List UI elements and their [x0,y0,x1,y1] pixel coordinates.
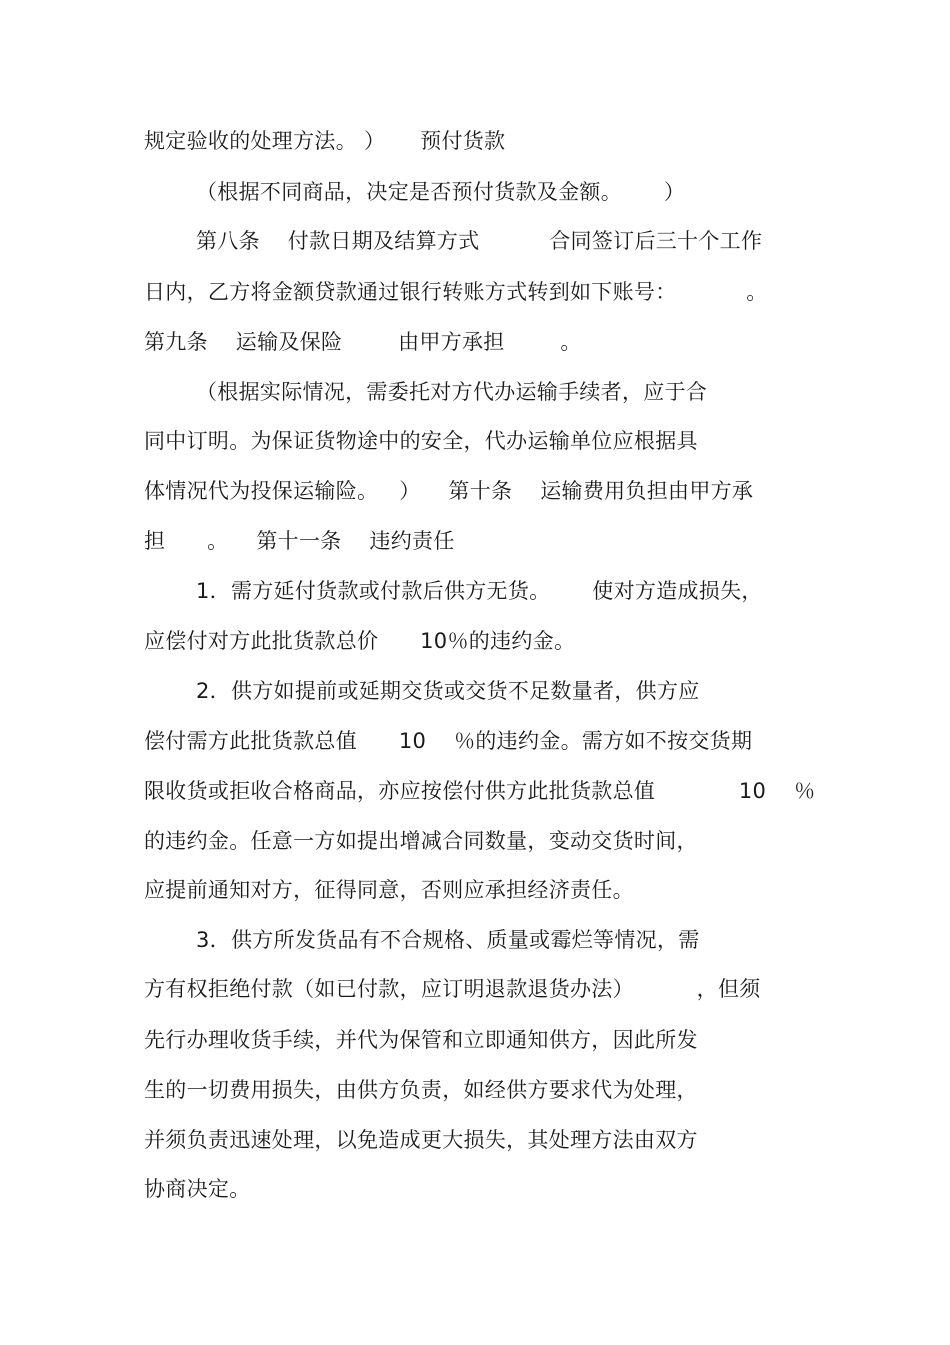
text-line: 规定验收的处理方法。 ） 预付货款 [144,129,506,153]
text-line: 第八条 付款日期及结算方式 合同签订后三十个工作 [196,229,763,253]
text-line: 同中订明。为保证货物途中的安全，代办运输单位应根据具 [144,429,698,453]
text-line: 日内，乙方将金额贷款通过银行转账方式转到如下账号： 。 [144,280,768,304]
text-line: 第九条 运输及保险 由甲方承担 。 [144,330,582,354]
text-line: 偿付需方此批货款总值 10 ％的违约金。需方如不按交货期 [144,729,753,753]
text-line: 方有权拒绝付款（如已付款，应订明退款退货办法） ，但须 [144,977,761,1001]
text-line: 1．需方延付货款或付款后供方无货。 使对方造成损失， [196,579,763,603]
text-line: 的违约金。任意一方如提出增减合同数量，变动交货时间， [144,829,698,853]
text-line: 2．供方如提前或延期交货或交货不足数量者，供方应 [196,679,700,703]
text-line: 并须负责迅速处理，以免造成更大损失，其处理方法由双方 [144,1128,698,1152]
text-line: 担 。 第十一条 违约责任 [144,529,455,553]
text-line: 先行办理收货手续，并代为保管和立即通知供方，因此所发 [144,1028,698,1052]
text-line: 应提前通知对方，征得同意，否则应承担经济责任。 [144,878,634,902]
text-line: （根据实际情况，需委托对方代办运输手续者，应于合 [196,380,708,404]
text-line: 3．供方所发货品有不合规格、质量或霉烂等情况，需 [196,928,700,952]
text-line: 生的一切费用损失，由供方负责，如经供方要求代为处理， [144,1078,698,1102]
text-line: 体情况代为投保运输险。 ） 第十条 运输费用负担由甲方承 [144,479,754,503]
text-line: （根据不同商品，决定是否预付货款及金额。 ） [196,180,686,204]
text-line: 协商决定。 [144,1177,251,1201]
text-line: 应偿付对方此批货款总价 10％的违约金。 [144,629,576,653]
text-line: 限收货或拒收合格商品，亦应按偿付供方此批货款总值 10 ％ [144,779,816,803]
